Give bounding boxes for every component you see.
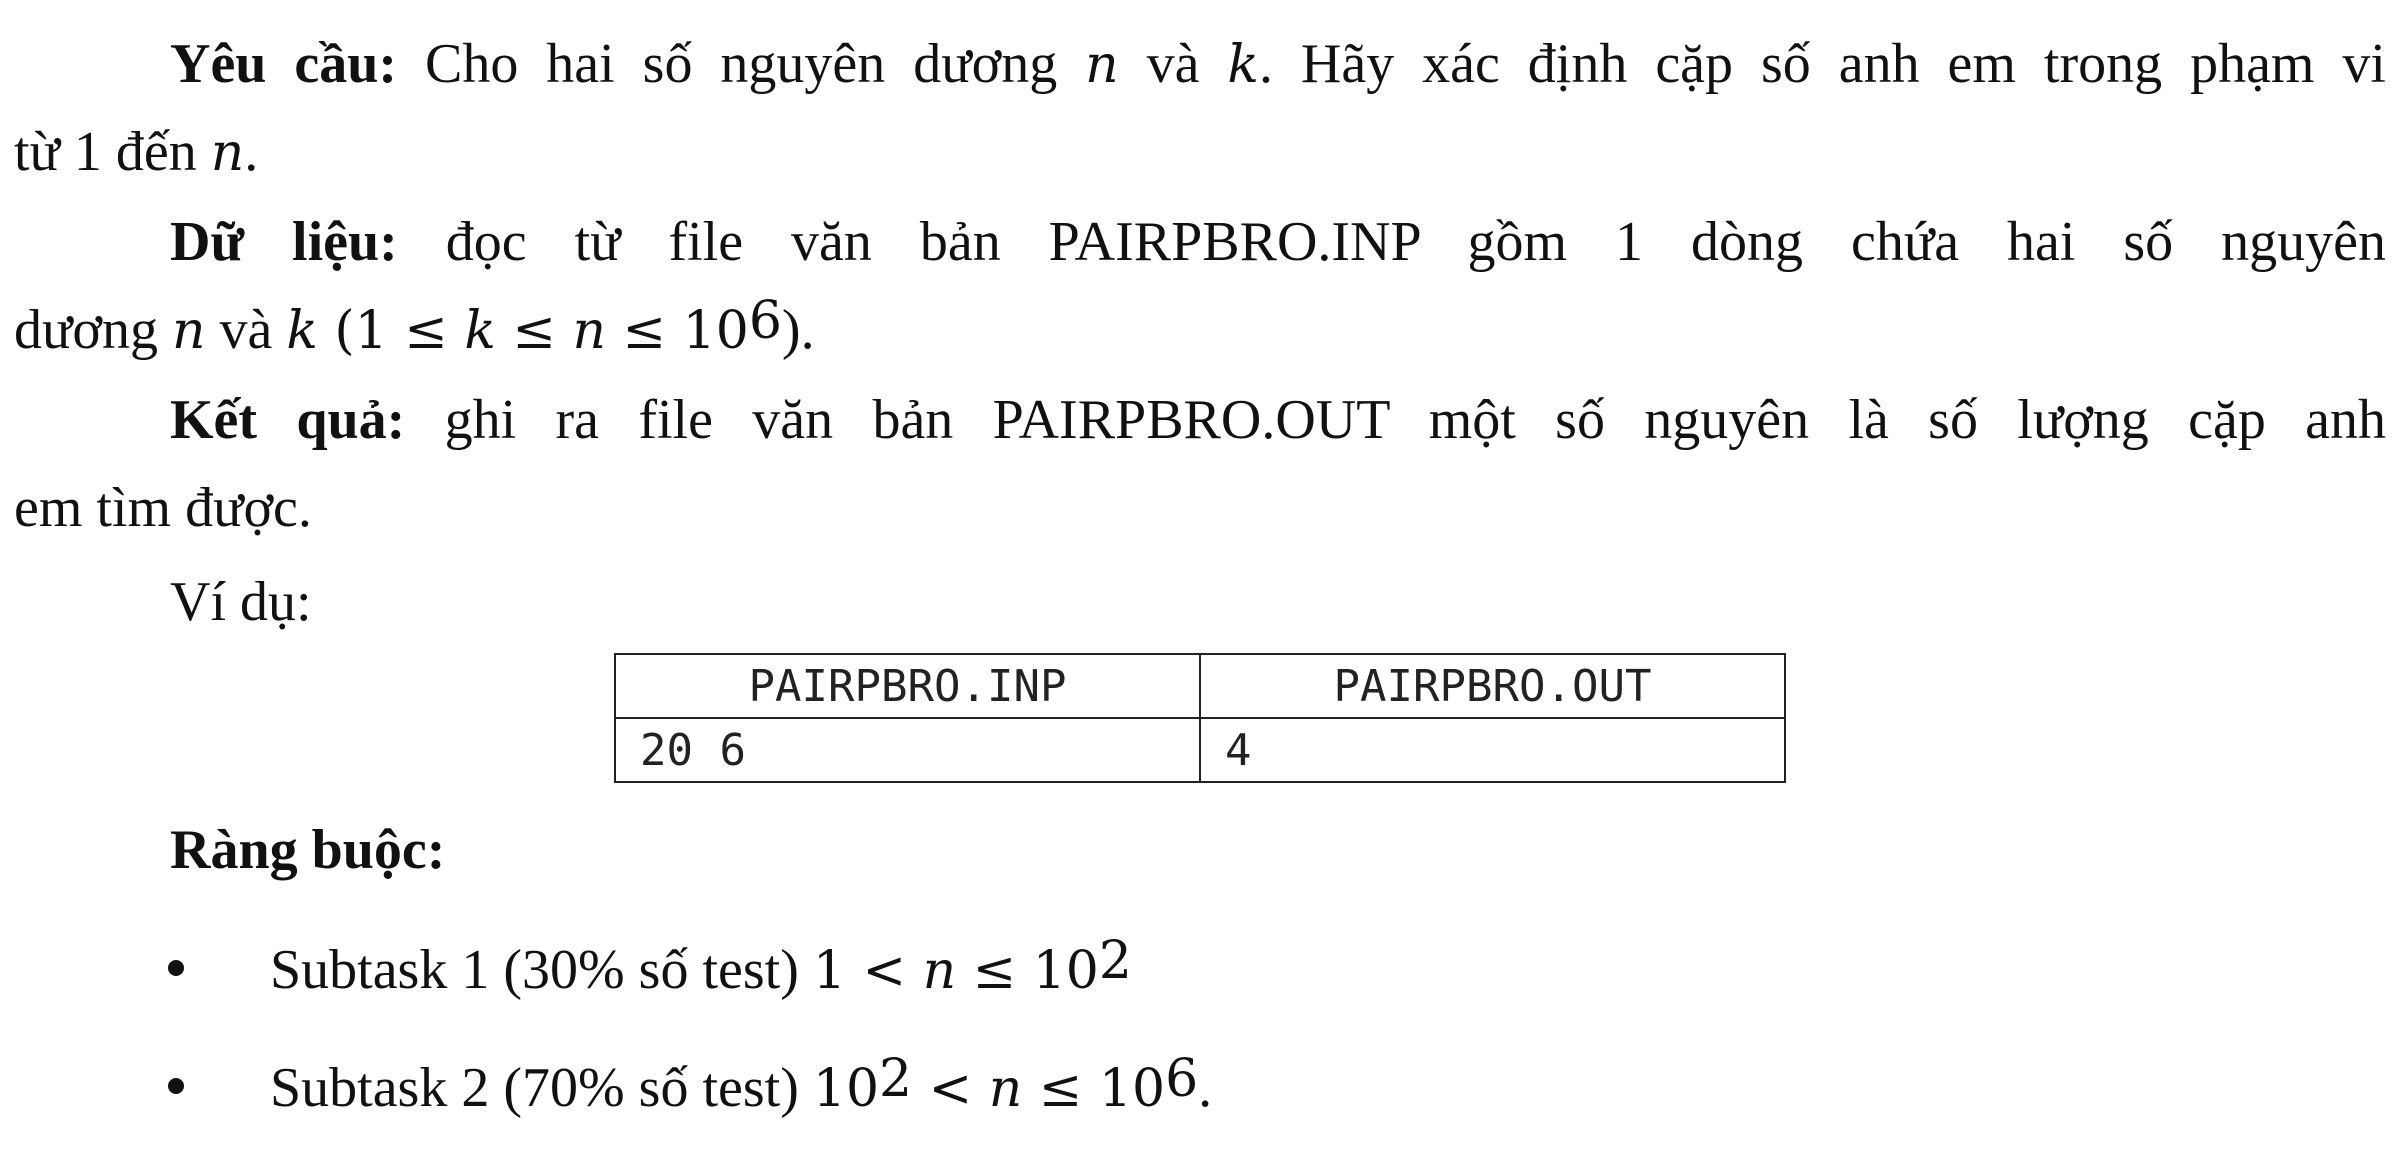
table-cell-input: 20 6 (615, 718, 1200, 782)
var-n: n (171, 301, 206, 361)
requirement-text: và (1118, 33, 1228, 95)
input-text: ). (781, 299, 815, 361)
table-header-input: PAIRPBRO.INP (615, 654, 1200, 718)
var-k: k (464, 301, 496, 361)
var-k: k (1227, 35, 1259, 95)
requirement-text: Cho hai số nguyên dương (397, 33, 1086, 95)
requirement-line-1 (170, 28, 2386, 101)
table-cell-output: 4 (1200, 718, 1785, 782)
input-text: và (205, 299, 287, 361)
math-text: (1 ≤ (317, 301, 465, 361)
math-text: < (912, 1059, 989, 1119)
math-text: ≤ 10 (606, 301, 749, 361)
var-k: k (286, 301, 318, 361)
example-table (614, 653, 1786, 783)
var-n: n (988, 1059, 1023, 1119)
table-row (615, 718, 1785, 782)
requirement-text: . (244, 121, 259, 183)
output-line-1 (170, 384, 2386, 456)
table-header-row (615, 654, 1785, 718)
requirement-text: từ 1 đến (14, 121, 211, 183)
list-item (168, 931, 1132, 1007)
list-item (168, 1049, 1213, 1125)
exponent: 2 (1098, 931, 1132, 991)
math-text: 10 (812, 1059, 880, 1119)
var-n: n (210, 123, 245, 183)
math-text: 1 < (812, 941, 923, 1001)
output-line-2 (14, 472, 312, 544)
bullet-icon (168, 1078, 184, 1094)
exponent: 6 (1165, 1049, 1199, 1109)
subtask-tail: . (1198, 1057, 1213, 1119)
bullet-icon (168, 960, 184, 976)
subtask-text: Subtask 2 (70% số test) (270, 1057, 813, 1119)
table-header-output: PAIRPBRO.OUT (1200, 654, 1785, 718)
requirement-label: Yêu cầu: (170, 33, 398, 95)
example-label: Ví dụ: (170, 571, 312, 633)
requirement-line-2 (14, 116, 258, 189)
output-label: Kết quả: (170, 389, 406, 451)
input-line-2 (14, 291, 815, 367)
constraints-title: Ràng buộc: (170, 819, 446, 881)
exponent: 6 (748, 291, 782, 351)
var-n: n (1085, 35, 1119, 95)
input-line-1 (170, 206, 2386, 278)
output-text: em tìm được. (14, 477, 312, 539)
input-text: đọc từ file văn bản PAIRPBRO.INP gồm 1 dòng chứa hai số nguyên (397, 211, 2387, 273)
math-text: ≤ 10 (956, 941, 1099, 1001)
input-text: dương (14, 299, 172, 361)
math-text: ≤ (495, 301, 573, 361)
exponent: 2 (879, 1049, 913, 1109)
input-label: Dữ liệu: (170, 211, 398, 273)
var-n: n (572, 301, 607, 361)
requirement-text: . Hãy xác định cặp số anh em trong phạm vi (1258, 33, 2386, 95)
math-text: ≤ 10 (1022, 1059, 1166, 1119)
var-n: n (922, 941, 957, 1001)
subtask-text: Subtask 1 (30% số test) (270, 939, 813, 1001)
output-text: ghi ra file văn bản PAIRPBRO.OUT một số nguyên là số lượng cặp anh (405, 389, 2387, 451)
